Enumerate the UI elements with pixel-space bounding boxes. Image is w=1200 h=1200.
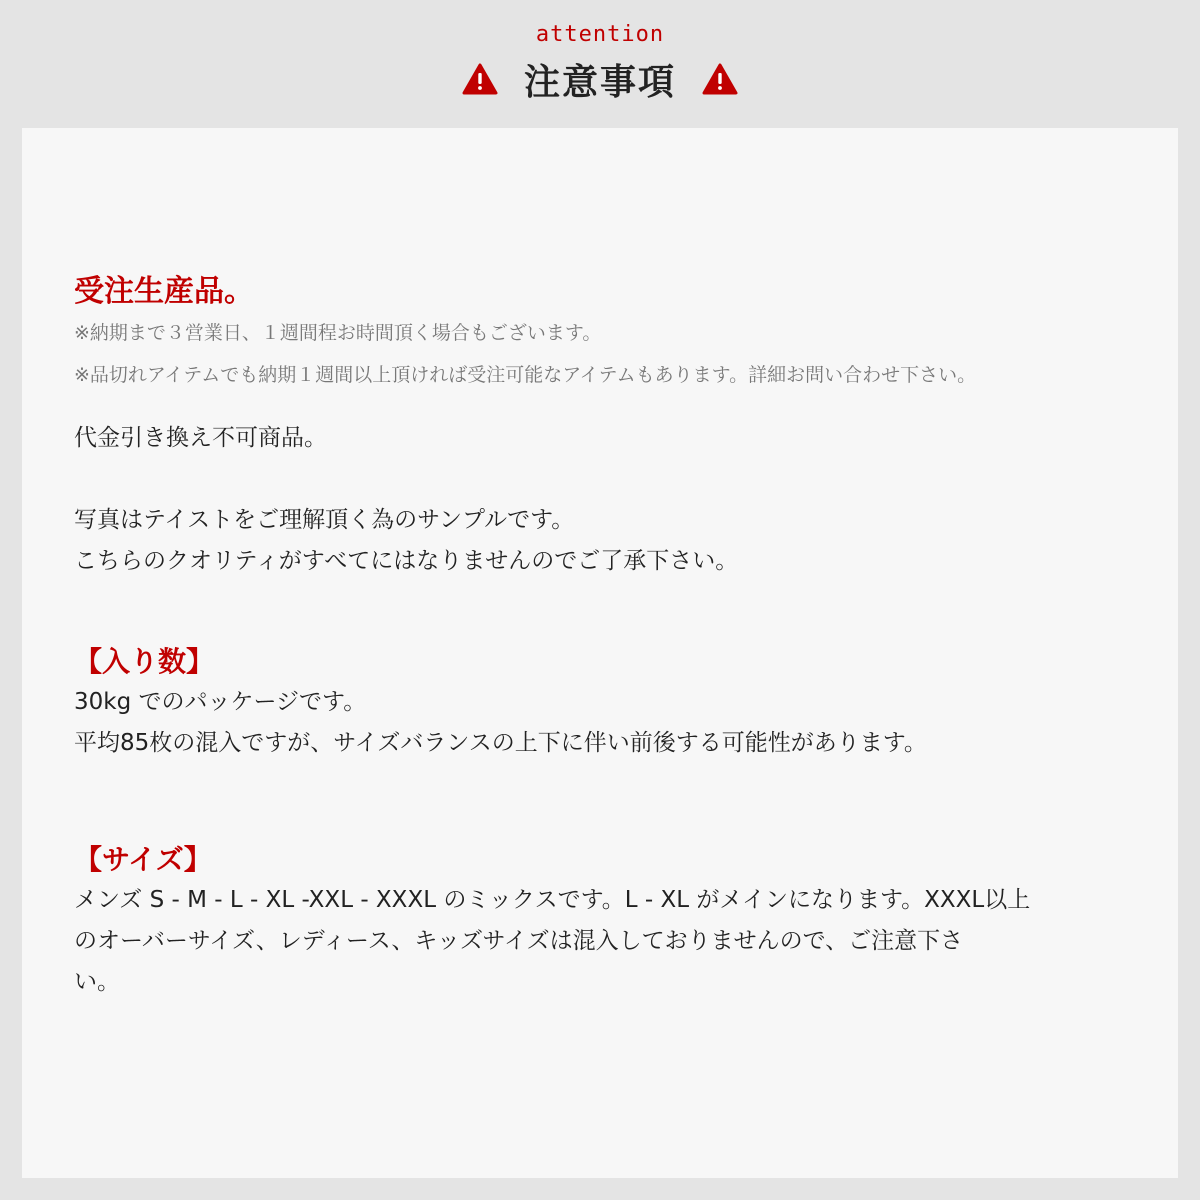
warning-icon	[702, 63, 738, 95]
size-line: のオーバーサイズ、レディース、キッズサイズは混入しておりませんので、ご注意下さ	[74, 928, 964, 954]
made-to-order-section	[74, 272, 1144, 396]
page-title: 注意事項	[523, 61, 676, 103]
quantity-line: 30kg でのパッケージです。	[74, 689, 367, 715]
photo-line: こちらのクオリティがすべてにはなりませんのでご了承下さい。	[74, 548, 739, 574]
header-subtitle: attention	[535, 22, 665, 47]
quantity-line: 平均85枚の混入ですが、サイズバランスの上下に伴い前後する可能性があります。	[74, 730, 927, 756]
title-row	[0, 54, 1200, 104]
made-to-order-heading: 受注生産品。	[74, 274, 254, 309]
size-heading: 【サイズ】	[74, 843, 212, 876]
photo-section	[74, 500, 1144, 582]
notice-panel	[22, 128, 1178, 1178]
photo-line: 写真はテイストをご理解頂く為のサンプルです。	[74, 507, 575, 533]
size-line: メンズ S - M - L - XL -XXL - XXXL のミックスです。L - XL がメインになります。XXXL以上	[74, 887, 1031, 913]
quantity-heading: 【入り数】	[74, 645, 215, 678]
size-line: い。	[74, 969, 120, 995]
cod-section	[74, 418, 1144, 459]
delivery-note: ※納期まで３営業日、１週間程お時間頂く場合もございます。	[74, 322, 602, 344]
warning-icon	[462, 63, 498, 95]
size-section	[74, 840, 1144, 1003]
page-header	[0, 0, 1200, 128]
quantity-section	[74, 642, 1144, 764]
cod-notice: 代金引き換え不可商品。	[74, 425, 327, 451]
out-of-stock-note: ※品切れアイテムでも納期１週間以上頂ければ受注可能なアイテムもあります。詳細お問い合わせ下さい。	[74, 364, 977, 386]
